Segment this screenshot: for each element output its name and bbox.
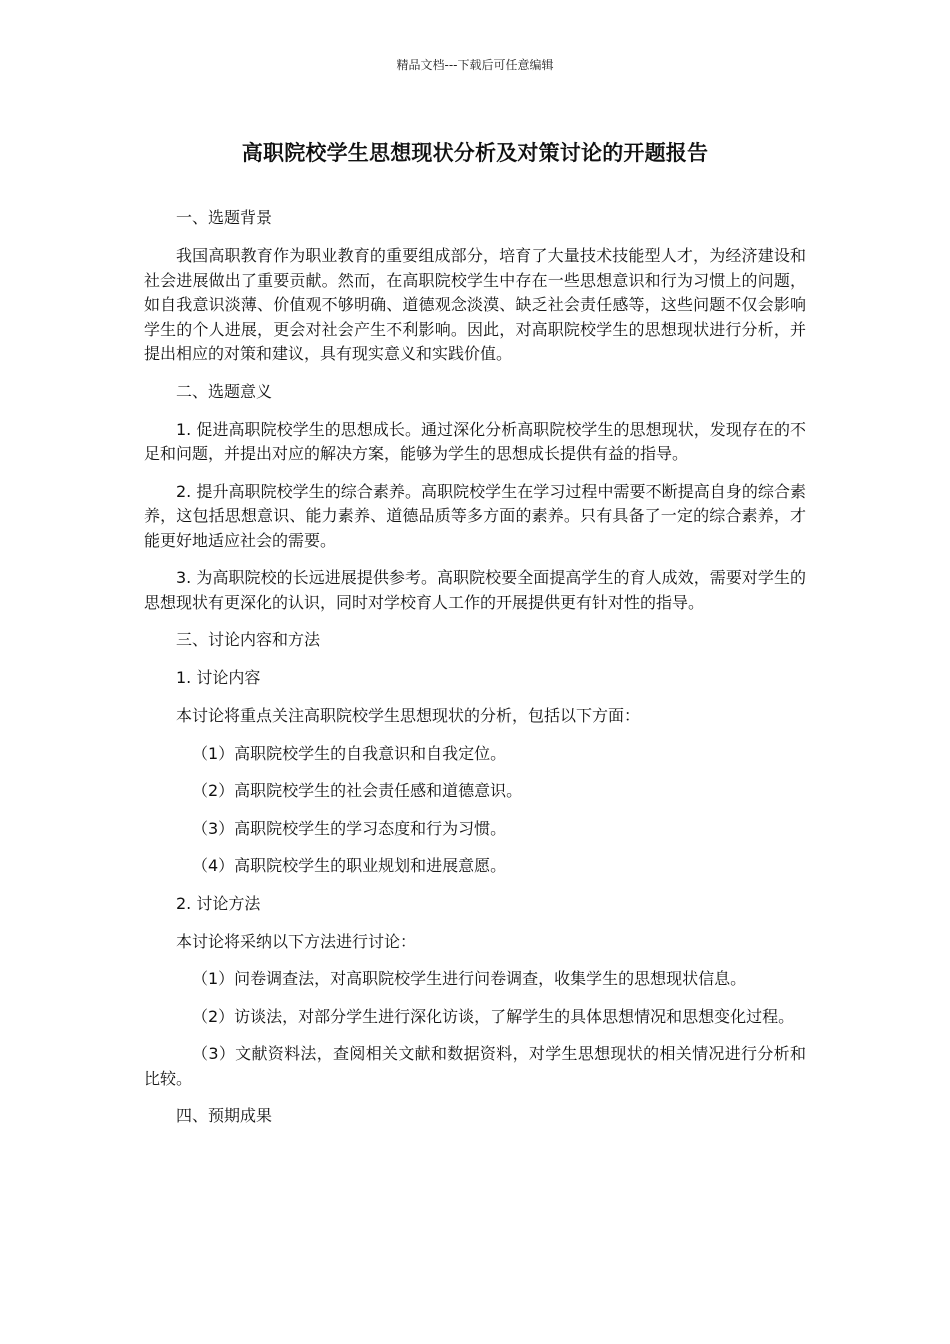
research-content-item-4: （4）高职院校学生的职业规划和进展意愿。 <box>192 856 507 875</box>
significance-item-1: 1. 促进高职院校学生的思想成长。通过深化分析高职院校学生的思想现状，发现存在的不足和问题，并提出对应的解决方案，能够为学生的思想成长提供有益的指导。 <box>144 419 806 463</box>
research-method-item-2: （2）访谈法，对部分学生进行深化访谈，了解学生的具体思想情况和思想变化过程。 <box>192 1006 795 1026</box>
significance-item-2: 2. 提升高职院校学生的综合素养。高职院校学生在学习过程中需要不断提高自身的综合素养，这包括思想意识、能力素养、道德品质等多方面的素养。只有具备了一定的综合素养，才能更好地适应社会的需要。 <box>144 481 806 550</box>
background-paragraph: 我国高职教育作为职业教育的重要组成部分，培育了大量技术技能型人才，为经济建设和社会进展做出了重要贡献。然而，在高职院校学生中存在一些思想意识和行为习惯上的问题，如自我意识淡薄、价值观不够明确、道德观念淡漠、缺乏社会责任感等，这些问题不仅会影响学生的个人进展，更会对社会产生不利影响。因此，对高职院校学生的思想现状进行分析，并提出相应的对策和建议，具有现实意义和实践价值。 <box>144 246 806 363</box>
research-method-item-3: （3）文献资料法，查阅相关文献和数据资料，对学生思想现状的相关情况进行分析和比较。 <box>144 1044 806 1088</box>
research-content-item-1: （1）高职院校学生的自我意识和自我定位。 <box>192 743 507 763</box>
research-content-item-2: （2）高职院校学生的社会责任感和道德意识。 <box>192 781 523 800</box>
research-method-item-1: （1）问卷调查法，对高职院校学生进行问卷调查，收集学生的思想现状信息。 <box>192 969 747 988</box>
section-heading-significance: 二、选题意义 <box>176 381 273 401</box>
subheading-research-methods: 2. 讨论方法 <box>176 893 261 913</box>
subheading-research-content: 1. 讨论内容 <box>176 668 261 687</box>
research-methods-intro: 本讨论将采纳以下方法进行讨论： <box>176 931 417 951</box>
section-heading-background: 一、选题背景 <box>176 208 273 227</box>
page-header: 精品文档---下载后可任意编辑 <box>396 58 554 72</box>
research-content-intro: 本讨论将重点关注高职院校学生思想现状的分析，包括以下方面： <box>176 706 641 725</box>
document-body <box>144 206 806 1142</box>
significance-item-3: 3. 为高职院校的长远进展提供参考。高职院校要全面提高学生的育人成效，需要对学生的思想现状有更深化的认识，同时对学校育人工作的开展提供更有针对性的指导。 <box>144 568 806 612</box>
section-heading-expected-results: 四、预期成果 <box>176 1106 273 1125</box>
section-heading-content-methods: 三、讨论内容和方法 <box>176 630 321 649</box>
document-title: 高职院校学生思想现状分析及对策讨论的开题报告 <box>241 141 709 165</box>
research-content-item-3: （3）高职院校学生的学习态度和行为习惯。 <box>192 818 507 838</box>
